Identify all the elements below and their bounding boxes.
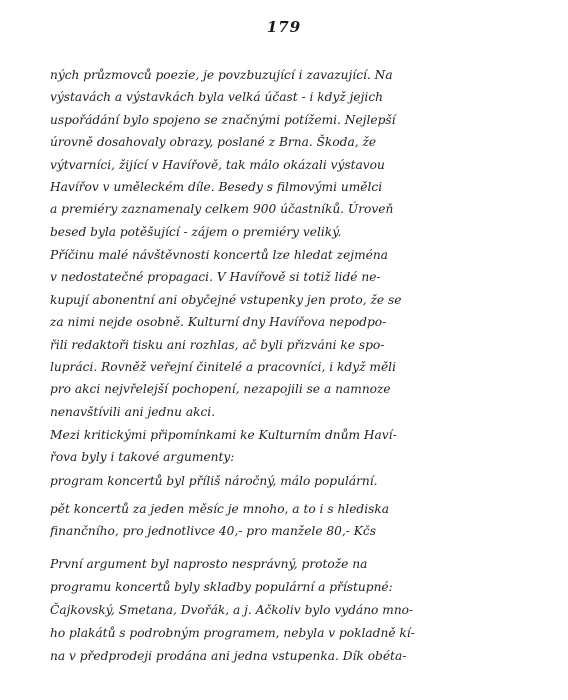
text-line: kupují abonentní ani obyčejné vstupenky jen proto, že se xyxy=(50,292,402,307)
paragraph-3 xyxy=(50,424,510,469)
text-line: ho plakátů s podrobným programem, nebyla v pokladně kí- xyxy=(50,626,415,640)
text-line: Příčinu malé návštěvnosti koncertů lze hledat zejména xyxy=(50,248,388,262)
text-line: programu koncertů byly skladby populární a přístupné: xyxy=(50,580,393,594)
paragraph-6 xyxy=(50,553,510,668)
text-line: nenavštívili ani jednu akci. xyxy=(50,404,216,419)
text-line: za nimi nejde osobně. Kulturní dny Havířova nepodpo- xyxy=(50,315,387,330)
text-line: První argument byl naprosto nesprávný, protože na xyxy=(50,557,368,571)
paragraph-1 xyxy=(50,64,510,243)
text-line: uspořádání bylo spojeno se značnými potížemi. Nejlepší xyxy=(50,112,396,127)
text-line: řova byly i takové argumenty: xyxy=(50,450,235,465)
text-line: program koncertů byl příliš náročný, málo populární. xyxy=(50,474,378,488)
text-line: a premiéry zaznamenaly celkem 900 účastníků. Úroveň xyxy=(50,202,394,217)
text-line: Čajkovský, Smetana, Dvořák, a j. Ačkoliv bylo vydáno mno- xyxy=(50,603,414,617)
text-line: řili redaktoři tisku ani rozhlas, ač byli přizváni ke spo- xyxy=(50,337,385,352)
text-line: pět koncertů za jeden měsíc je mnoho, a to i s hlediska xyxy=(50,502,390,516)
text-line: pro akci nejvřelejší pochopení, nezapojili se a namnoze xyxy=(50,382,391,397)
text-line: finančního, pro jednotlivce 40,- pro manžele 80,- Kčs xyxy=(50,524,376,539)
argument-2 xyxy=(50,498,510,543)
text-line: besed byla potěšující - zájem o premiéry veliký. xyxy=(50,224,342,239)
paragraph-2 xyxy=(50,244,510,423)
argument-1 xyxy=(50,470,510,492)
page-number: 179 xyxy=(266,18,302,36)
text-line: výstavách a výstavkách byla velká účast - i když jejich xyxy=(50,90,383,105)
text-line: úrovně dosahovaly obrazy, poslané z Brna. Škoda, že xyxy=(50,135,377,150)
text-line: ných průzmovců poezie, je povzbuzující i zavazující. Na xyxy=(50,68,393,82)
text-line: na v předprodeji prodána ani jedna vstupenka. Dík obéta- xyxy=(50,649,407,663)
text-line: Mezi kritickými připomínkami ke Kulturním dnům Haví- xyxy=(50,428,397,442)
text-line: výtvarníci, žijící v Havířově, tak málo okázali výstavou xyxy=(50,157,385,172)
text-line: lupráci. Rovněž veřejní činitelé a pracovníci, i když měli xyxy=(50,359,396,374)
text-line: Havířov v uměleckém díle. Besedy s filmovými umělci xyxy=(50,179,383,194)
text-line: v nedostatečné propagaci. V Havířově si totiž lidé ne- xyxy=(50,270,381,285)
